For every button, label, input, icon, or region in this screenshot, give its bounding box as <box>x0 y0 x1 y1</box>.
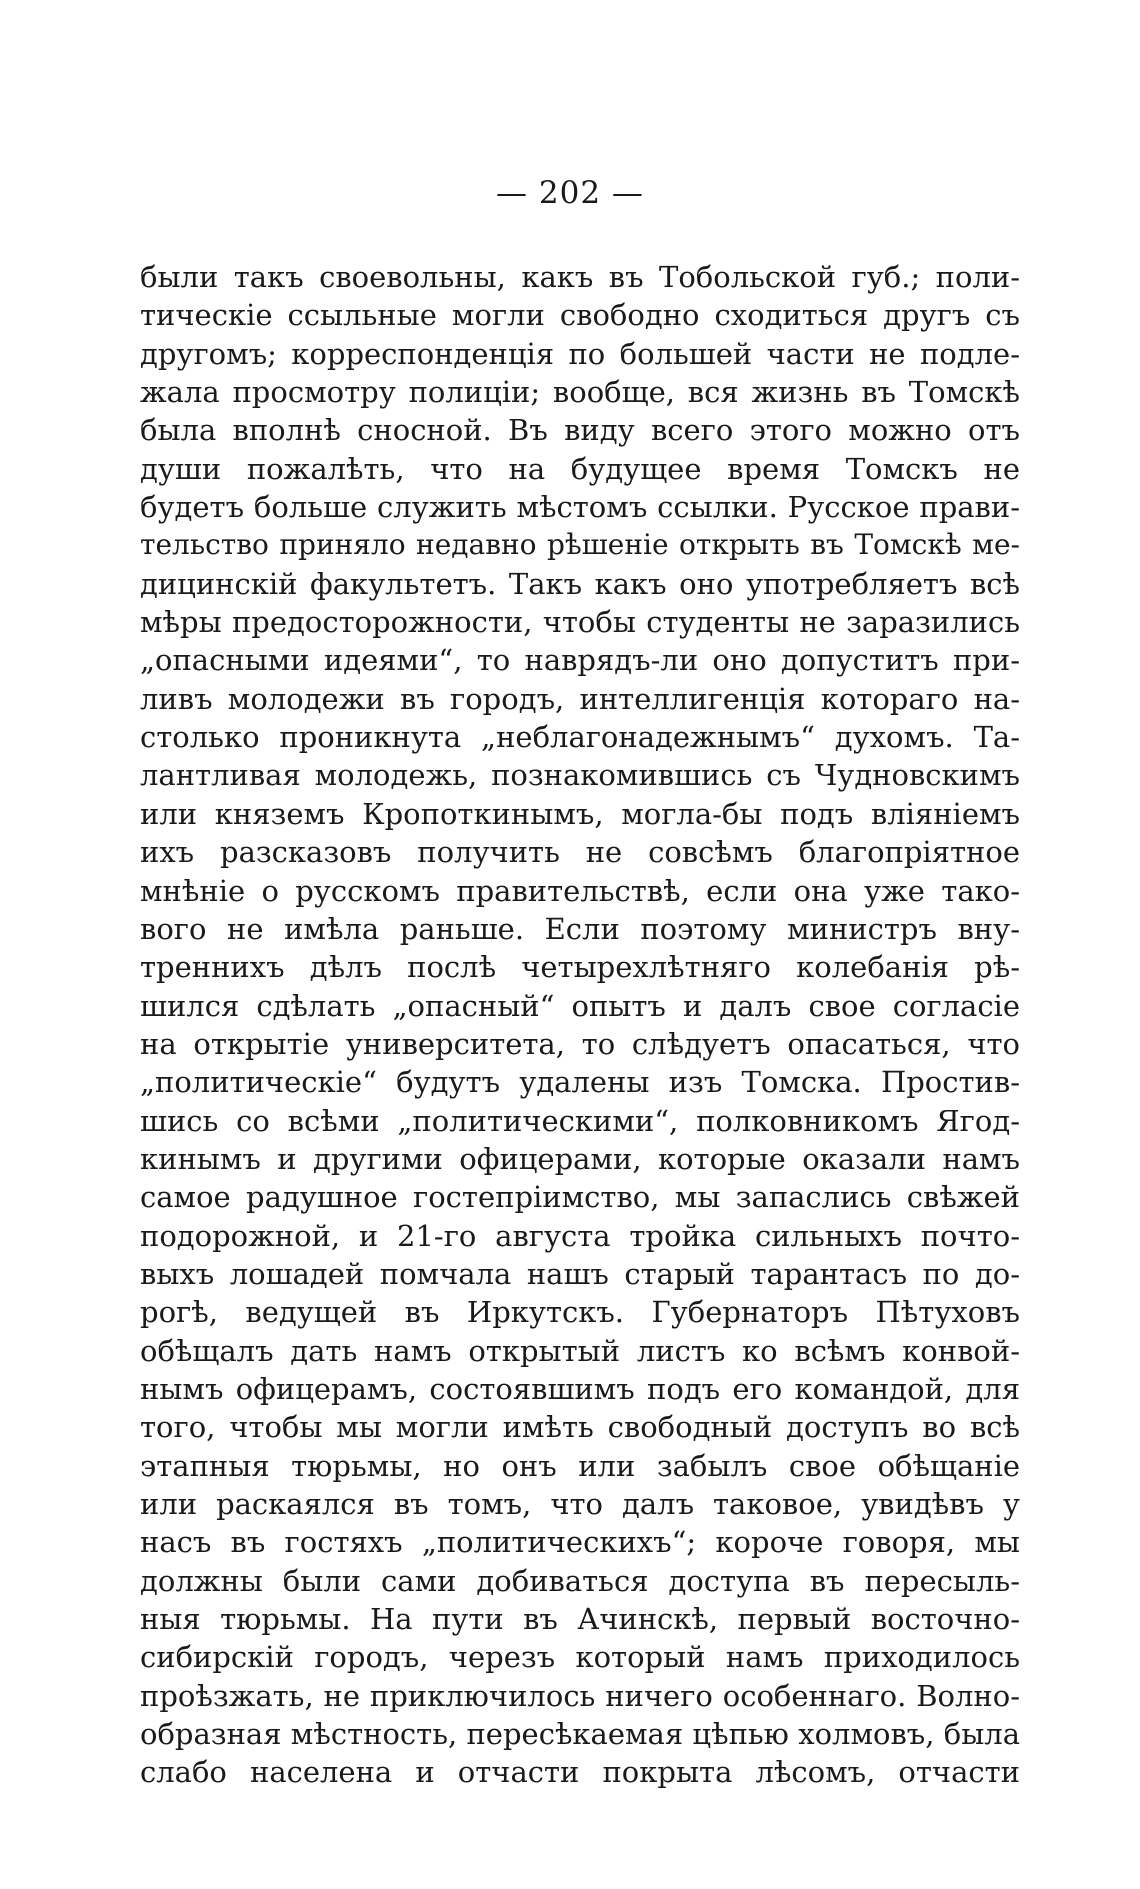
text-line: тельство приняло недавно рѣшеніе открыть въ Томскѣ ме- <box>140 528 1020 562</box>
text-line: кинымъ и другими офицерами, которые оказали намъ <box>140 1141 1020 1176</box>
text-line: мѣры предосторожности, чтобы студенты не заразились <box>140 605 1020 640</box>
text-line: души пожалѣть, что на будущее время Томскъ не <box>140 451 1020 486</box>
text-line: треннихъ дѣлъ послѣ четырехлѣтняго колебанія рѣ- <box>140 950 1020 985</box>
text-line: того, чтобы мы могли имѣть свободный доступъ во всѣ <box>140 1410 1020 1445</box>
text-line: или раскаялся въ томъ, что далъ таковое, увидѣвъ у <box>140 1487 1020 1521</box>
text-line: была вполнѣ сносной. Въ виду всего этого можно отъ <box>140 413 1020 448</box>
text-line: нымъ офицерамъ, состоявшимъ подъ его командой, для <box>140 1371 1020 1406</box>
text-line: насъ въ гостяхъ „политическихъ“; короче говоря, мы <box>140 1525 1020 1560</box>
text-line: другомъ; корреспонденція по большей части не подле- <box>140 336 1020 371</box>
text-line: были такъ своевольны, какъ въ Тобольской губ.; поли- <box>140 260 1020 294</box>
text-line: мнѣніе о русскомъ правительствѣ, если она уже тако- <box>140 873 1020 908</box>
text-line: ихъ разсказовъ получить не совсѣмъ благопріятное <box>140 835 1020 870</box>
body-text <box>140 258 1020 1792</box>
text-line: столько проникнута „неблагонадежнымъ“ духомъ. Та- <box>140 720 1020 755</box>
text-line: „политическіе“ будутъ удалены изъ Томска. Простив- <box>140 1065 1020 1100</box>
text-line: подорожной, и 21-го августа тройка сильныхъ почто- <box>140 1218 1020 1253</box>
text-line: „опасными идеями“, то наврядъ-ли оно допуститъ при- <box>140 643 1020 678</box>
text-line: будетъ больше служить мѣстомъ ссылки. Русское прави- <box>140 490 1020 525</box>
text-line: сибирскій городъ, черезъ который намъ приходилось <box>140 1640 1020 1675</box>
text-line: самое радушное гостепріимство, мы запаслись свѣжей <box>140 1180 1020 1215</box>
text-line: должны были сами добиваться доступа въ пересыль- <box>140 1563 1020 1598</box>
text-line: рогѣ, ведущей въ Иркутскъ. Губернаторъ Пѣтуховъ <box>140 1295 1020 1330</box>
text-line: шись со всѣми „политическими“, полковникомъ Ягод- <box>140 1103 1020 1138</box>
text-line: образная мѣстность, пересѣкаемая цѣпью холмовъ, была <box>140 1717 1020 1752</box>
text-line: ныя тюрьмы. На пути въ Ачинскѣ, первый восточно- <box>140 1602 1020 1637</box>
text-line: слабо населена и отчасти покрыта лѣсомъ, отчасти <box>140 1755 1020 1790</box>
text-line: или княземъ Кропоткинымъ, могла-бы подъ вліяніемъ <box>140 796 1020 831</box>
page-number: — 202 — <box>496 175 644 211</box>
text-line: проѣзжать, не приключилось ничего особеннаго. Волно- <box>140 1678 1020 1713</box>
text-line: выхъ лошадей помчала нашъ старый тарантасъ по до- <box>140 1256 1020 1291</box>
text-line: на открытіе университета, то слѣдуетъ опасаться, что <box>140 1026 1020 1061</box>
text-line: вого не имѣла раньше. Если поэтому министръ вну- <box>140 911 1020 946</box>
text-line: жала просмотру полиціи; вообще, вся жизнь въ Томскѣ <box>140 375 1020 410</box>
text-line: ливъ молодежи въ городъ, интеллигенція котораго на- <box>140 681 1020 716</box>
text-line: обѣщалъ дать намъ открытый листъ ко всѣмъ конвой- <box>140 1333 1020 1368</box>
text-line: шился сдѣлать „опасный“ опытъ и далъ свое согласіе <box>140 988 1020 1023</box>
text-line: этапныя тюрьмы, но онъ или забылъ свое обѣщаніе <box>140 1448 1020 1483</box>
text-line: лантливая молодежь, познакомившись съ Чудновскимъ <box>140 758 1020 793</box>
text-line: тическіе ссыльные могли свободно сходиться другъ съ <box>140 298 1020 333</box>
text-line: дицинскій факультетъ. Такъ какъ оно употребляетъ всѣ <box>140 566 1020 601</box>
